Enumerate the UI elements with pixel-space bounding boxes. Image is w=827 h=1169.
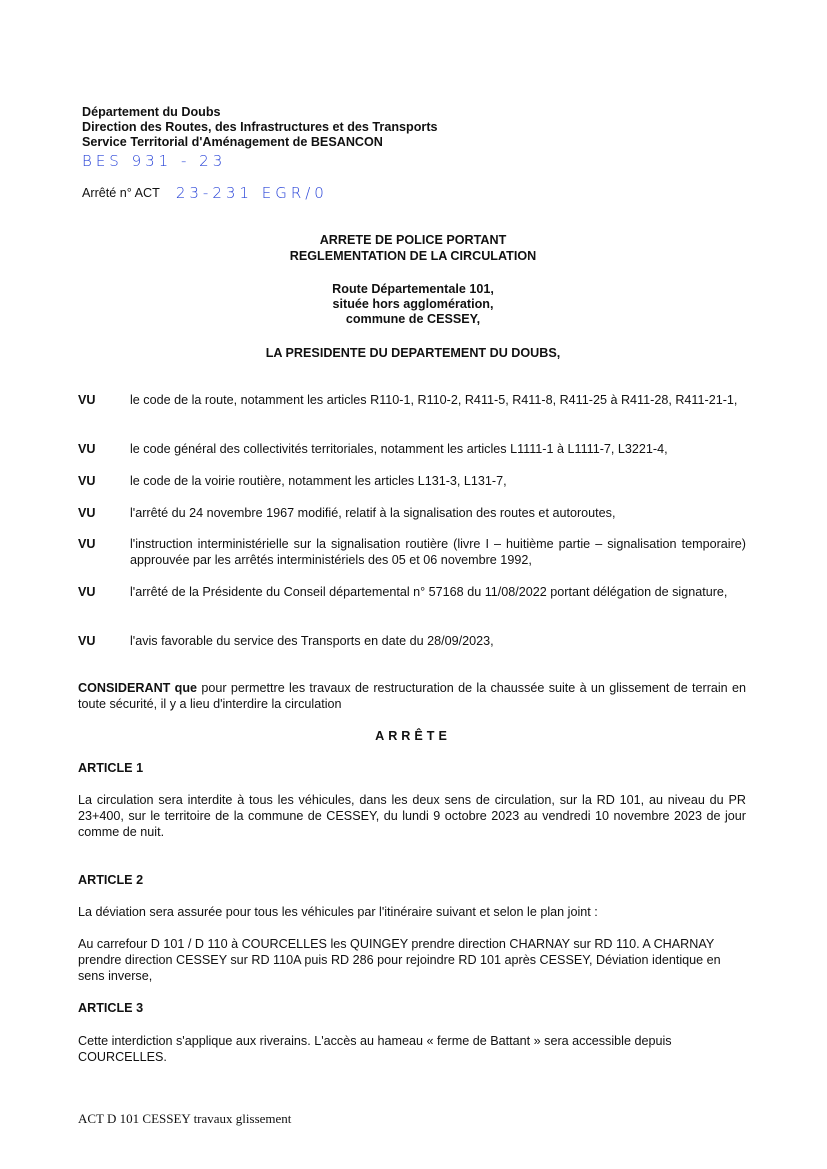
document-subtitle — [78, 282, 748, 327]
direction-name: Direction des Routes, des Infrastructures et des Transports — [82, 120, 438, 134]
considerant-lead: CONSIDERANT que — [78, 681, 198, 695]
title-line: REGLEMENTATION DE LA CIRCULATION — [289, 249, 537, 263]
subtitle-line: commune de CESSEY, — [345, 312, 481, 326]
service-name: Service Territorial d'Aménagement de BESANCON — [82, 135, 383, 149]
vu-key: VU — [78, 393, 96, 407]
vu-text: le code de la route, notamment les articles R110-1, R110-2, R411-5, R411-8, R411-25 à R411-28, R411-21-1, — [130, 393, 738, 407]
arrete-number — [82, 185, 328, 201]
article-paragraph: La circulation sera interdite à tous les véhicules, dans les deux sens de circulation, sur la RD 101, au niveau du PR 23+400, sur le territoire de la commune de CESSEY, du lundi 9 octobre 2023 au vendredi 10 novembre 2023 de jour comme de nuit. — [78, 793, 746, 839]
article-paragraph: Cette interdiction s'applique aux riverains. L'accès au hameau « ferme de Battant » sera accessible depuis COURCELLES. — [78, 1034, 672, 1064]
handwritten-reference: BES 931 - 23 — [82, 152, 227, 170]
authority-heading: LA PRESIDENTE DU DEPARTEMENT DU DOUBS, — [265, 346, 561, 360]
footer-reference: ACT D 101 CESSEY travaux glissement — [78, 1111, 292, 1126]
considerant-text: pour permettre les travaux de restructuration de la chaussée suite à un glissement de terrain en toute sécurité, il y a lieu d'interdire la circulation — [78, 681, 746, 711]
arrete-number-label: Arrêté n° ACT — [82, 186, 160, 200]
vu-item — [78, 441, 746, 457]
vu-item — [78, 473, 746, 489]
article-title: ARTICLE 2 — [78, 873, 144, 887]
issuer-header — [82, 105, 682, 150]
vu-item — [78, 536, 746, 568]
vu-key: VU — [78, 537, 96, 551]
vu-item — [78, 392, 746, 408]
vu-text: l'arrêté de la Présidente du Conseil départemental n° 57168 du 11/08/2022 portant délégation de signature, — [130, 585, 728, 599]
subtitle-line: Route Départementale 101, — [332, 282, 494, 296]
vu-text: l'arrêté du 24 novembre 1967 modifié, relatif à la signalisation des routes et autoroutes, — [130, 506, 616, 520]
vu-key: VU — [78, 474, 96, 488]
article-title: ARTICLE 3 — [78, 1001, 144, 1015]
handwritten-arrete-number: 23-231 EGR/0 — [175, 184, 328, 202]
vu-text: le code général des collectivités territoriales, notamment les articles L1111-1 à L1111-7, L3221-4, — [130, 442, 668, 456]
vu-item — [78, 505, 746, 521]
considerant-paragraph — [78, 680, 746, 712]
vu-item — [78, 584, 746, 600]
vu-key: VU — [78, 506, 96, 520]
title-line: ARRETE DE POLICE PORTANT — [319, 233, 507, 247]
subtitle-line: située hors agglomération, — [332, 297, 494, 311]
vu-key: VU — [78, 634, 96, 648]
vu-key: VU — [78, 585, 96, 599]
department-name: Département du Doubs — [82, 105, 221, 119]
article-title: ARTICLE 1 — [78, 761, 144, 775]
article-paragraph: La déviation sera assurée pour tous les véhicules par l'itinéraire suivant et selon le plan joint : — [78, 905, 598, 919]
vu-text: l'avis favorable du service des Transports en date du 28/09/2023, — [130, 634, 494, 648]
vu-text: l'instruction interministérielle sur la signalisation routière (livre I – huitième partie – signalisation temporaire) approuvée par les arrêtés interministériels des 05 et 06 novembre 1992, — [130, 537, 746, 567]
document-title — [78, 232, 748, 264]
article-paragraph: Au carrefour D 101 / D 110 à COURCELLES les QUINGEY prendre direction CHARNAY sur RD 110. A CHARNAY prendre direction CESSEY sur RD 110A puis RD 286 pour rejoindre RD 101 après CESSEY, Déviation identique en sens inverse, — [78, 937, 721, 983]
vu-item — [78, 633, 746, 649]
vu-key: VU — [78, 442, 96, 456]
vu-text: le code de la voirie routière, notamment les articles L131-3, L131-7, — [130, 474, 507, 488]
arrete-heading: ARRÊTE — [375, 729, 451, 743]
